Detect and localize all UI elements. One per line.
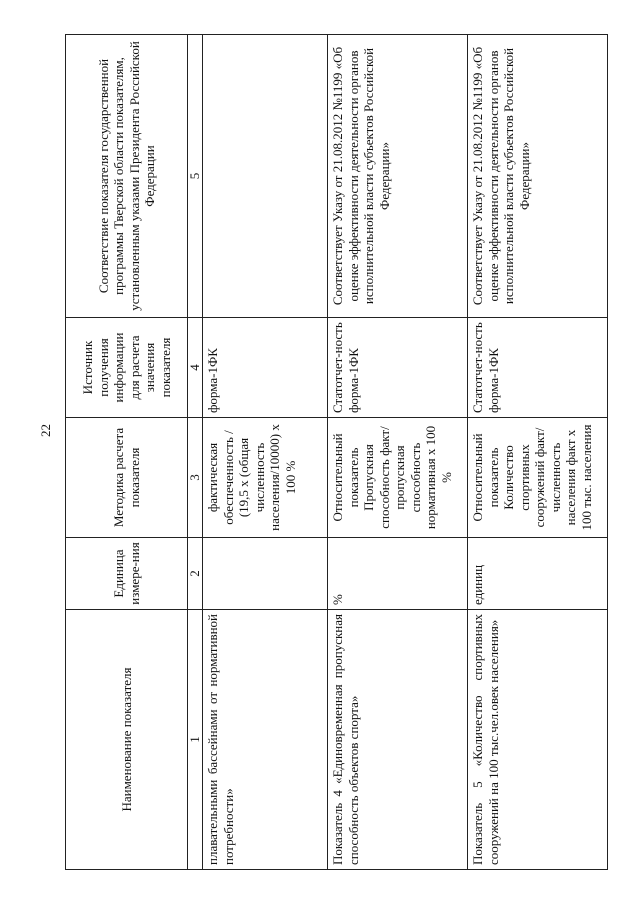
column-number-row xyxy=(188,35,203,870)
column-number: 4 xyxy=(188,318,203,418)
indicator-name: Показатель 5 «Количество спортивных сооружений на 100 тыс.чел.овек населения» xyxy=(468,610,608,870)
header-indicator-name: Наименование показателя xyxy=(66,610,188,870)
column-number: 3 xyxy=(188,418,203,538)
indicator-table xyxy=(65,34,608,870)
indicator-unit: единиц xyxy=(468,538,608,610)
column-number: 1 xyxy=(188,610,203,870)
header-unit: Единица измере-ния xyxy=(66,538,188,610)
header-row xyxy=(66,35,188,870)
indicator-compliance xyxy=(203,35,328,318)
indicator-method: Относительный показатель Количество спортивных сооружений факт/ численность населения факт х 100 тыс. населения xyxy=(468,418,608,538)
indicator-unit xyxy=(203,538,328,610)
indicator-name: плавательными бассейнами от нормативной потребности» xyxy=(203,610,328,870)
indicator-method: Относительный показатель Пропускная способность факт/ пропускная способность нормативная х 100 % xyxy=(328,418,468,538)
header-method: Методика расчета показателя xyxy=(66,418,188,538)
indicator-source: форма-1ФК xyxy=(203,318,328,418)
page-number: 22 xyxy=(38,424,53,437)
table-row xyxy=(328,35,468,870)
table-row xyxy=(468,35,608,870)
column-number: 5 xyxy=(188,35,203,318)
header-source: Источник получения информации для расчета значения показателя xyxy=(66,318,188,418)
indicator-compliance: Соответствует Указу от 21.08.2012 №1199 «Об оценке эффективности деятельности органов исполнительной власти субъектов Российской Федерации» xyxy=(468,35,608,318)
header-compliance: Соответствие показателя государственной программы Тверской области показателям, установленным указами Президента Российской Федерации xyxy=(66,35,188,318)
indicator-unit: % xyxy=(328,538,468,610)
column-number: 2 xyxy=(188,538,203,610)
indicator-name: Показатель 4 «Единовременная пропускная способность объектов спорта» xyxy=(328,610,468,870)
indicator-source: Статотчет-ность форма-1ФК xyxy=(328,318,468,418)
indicator-method: фактическая обеспеченность / (19,5 х (общая численность населения/10000) х 100 % xyxy=(203,418,328,538)
rotated-page xyxy=(65,35,640,870)
indicator-source: Статотчет-ность форма-1ФК xyxy=(468,318,608,418)
table-row xyxy=(203,35,328,870)
indicator-compliance: Соответствует Указу от 21.08.2012 №1199 «Об оценке эффективности деятельности органов исполнительной власти субъектов Российской Федерации» xyxy=(328,35,468,318)
